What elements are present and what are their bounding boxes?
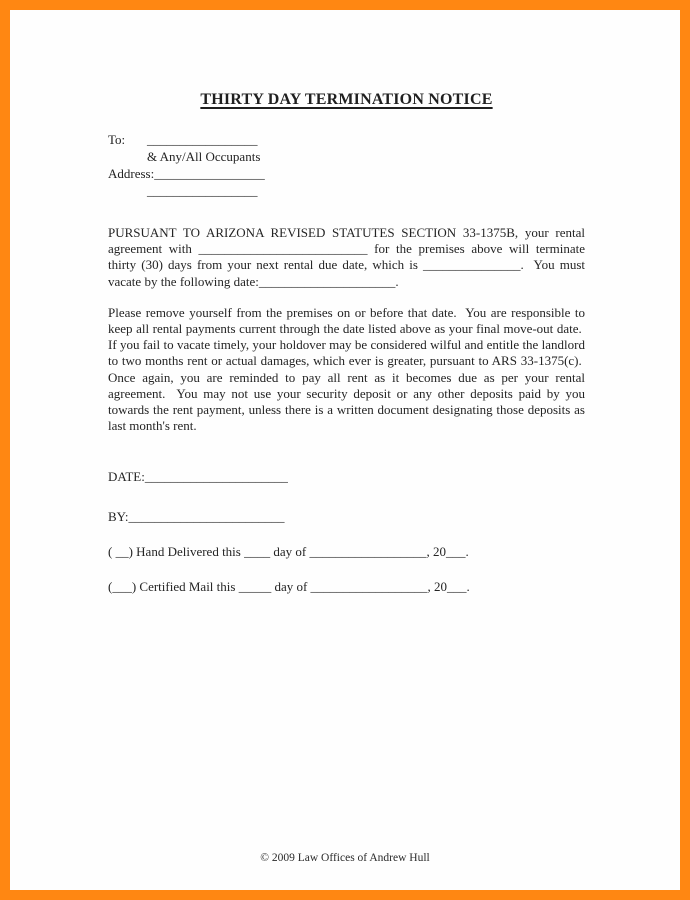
hand-delivered-line: ( __) Hand Delivered this ____ day of __________________, 20___. bbox=[108, 544, 469, 560]
date-label: DATE: bbox=[108, 469, 145, 485]
to-label: To: bbox=[108, 132, 126, 147]
address-label: Address: bbox=[108, 166, 155, 181]
by-label: BY: bbox=[108, 509, 129, 525]
date-field bbox=[108, 469, 585, 485]
document-page bbox=[10, 10, 680, 890]
to-blank-line: _________________ bbox=[147, 132, 258, 147]
date-blank-line: ______________________ bbox=[144, 469, 288, 485]
paragraph-termination-terms: PURSUANT TO ARIZONA REVISED STATUTES SECTION 33-1375B, your rental agreement with __________________________ for the premises above will terminate thirty (30) days from your next rental due date, which is _______________. You must vacate by the following date:_____________________. bbox=[108, 225, 585, 289]
recipient-address-line-2 bbox=[108, 182, 585, 199]
by-field bbox=[108, 509, 585, 525]
recipient-address-line bbox=[108, 165, 585, 182]
paragraph-vacate-obligations: Please remove yourself from the premises on or before that date. You are responsible to keep all rental payments current through the date listed above as your final move-out date. If you fail to vacate timely, your holdover may be considered wilful and entitle the landlord to two months rent or actual damages, which ever is greater, pursuant to ARS 33-1375(c). Once again, you are reminded to pay all rent as it becomes due as per your rental agreement. You may not use your security deposit or any other deposits paid by you towards the rent payment, unless there is a written document designating those deposits as last month's rent. bbox=[108, 304, 585, 434]
by-blank-line: ________________________ bbox=[128, 509, 285, 525]
recipient-block bbox=[108, 131, 585, 199]
document-title: THIRTY DAY TERMINATION NOTICE bbox=[200, 91, 493, 108]
address-blank-line-2: _________________ bbox=[147, 183, 258, 198]
footer-copyright: © 2009 Law Offices of Andrew Hull bbox=[260, 852, 430, 864]
address-blank-line: _________________ bbox=[154, 166, 265, 181]
occupants-text: & Any/All Occupants bbox=[147, 149, 261, 164]
recipient-to-line bbox=[108, 131, 585, 148]
certified-mail-line: (___) Certified Mail this _____ day of __________________, 20___. bbox=[108, 579, 470, 595]
recipient-occupants-line bbox=[108, 148, 585, 165]
